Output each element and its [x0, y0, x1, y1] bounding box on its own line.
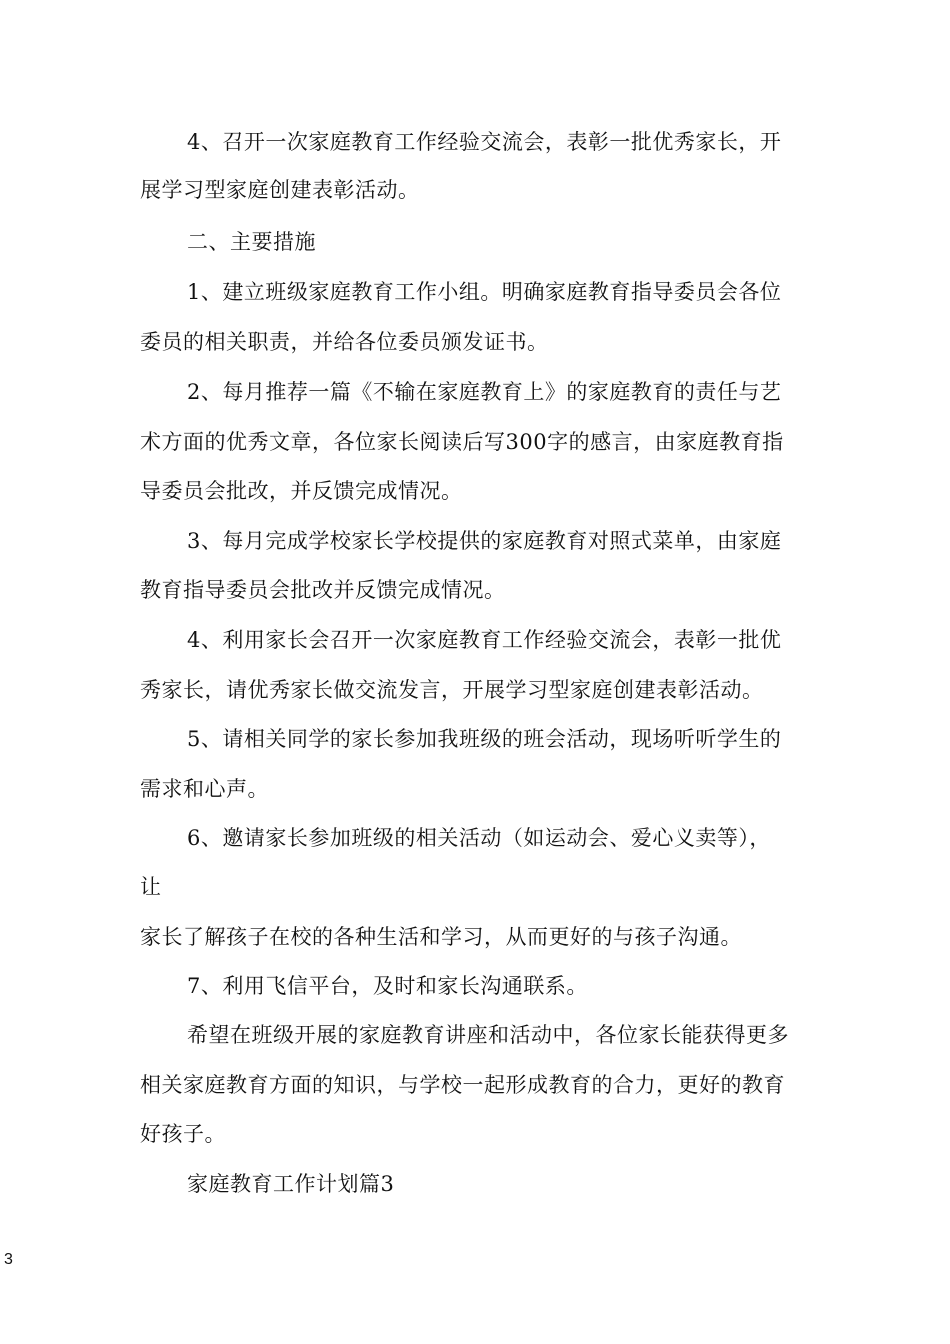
text-line: 7、利用飞信平台，及时和家长沟通联系。: [187, 974, 588, 998]
section-heading: 二、主要措施: [187, 230, 316, 254]
page-number: 3: [4, 1251, 13, 1268]
text-line: 教育指导委员会批改并反馈完成情况。: [140, 578, 506, 602]
text-line: 家长了解孩子在校的各种生活和学习，从而更好的与孩子沟通。: [140, 925, 742, 949]
text-line: 秀家长，请优秀家长做交流发言，开展学习型家庭创建表彰活动。: [140, 678, 764, 702]
text-line: 2、每月推荐一篇《不输在家庭教育上》的家庭教育的责任与艺: [187, 380, 782, 404]
text-line: 导委员会批改，并反馈完成情况。: [140, 479, 463, 503]
text-line: 相关家庭教育方面的知识，与学校一起形成教育的合力，更好的教育: [140, 1073, 785, 1097]
section-title: 家庭教育工作计划篇3: [187, 1172, 395, 1196]
text-line: 委员的相关职责，并给各位委员颁发证书。: [140, 330, 549, 354]
text-line: 4、召开一次家庭教育工作经验交流会，表彰一批优秀家长，开: [187, 130, 782, 154]
text-line: 4、利用家长会召开一次家庭教育工作经验交流会，表彰一批优: [187, 628, 782, 652]
text-line: 术方面的优秀文章，各位家长阅读后写300字的感言，由家庭教育指: [140, 430, 784, 454]
text-line: 让: [140, 875, 162, 899]
text-line: 1、建立班级家庭教育工作小组。明确家庭教育指导委员会各位: [187, 280, 782, 304]
text-line: 展学习型家庭创建表彰活动。: [140, 178, 420, 202]
text-line: 好孩子。: [140, 1122, 226, 1146]
text-line: 需求和心声。: [140, 777, 269, 801]
text-line: 5、请相关同学的家长参加我班级的班会活动，现场听听学生的: [187, 727, 782, 751]
text-line: 3、每月完成学校家长学校提供的家庭教育对照式菜单，由家庭: [187, 529, 782, 553]
text-line: 希望在班级开展的家庭教育讲座和活动中，各位家长能获得更多: [187, 1023, 789, 1047]
text-line: 6、邀请家长参加班级的相关活动（如运动会、爱心义卖等），: [187, 826, 771, 850]
